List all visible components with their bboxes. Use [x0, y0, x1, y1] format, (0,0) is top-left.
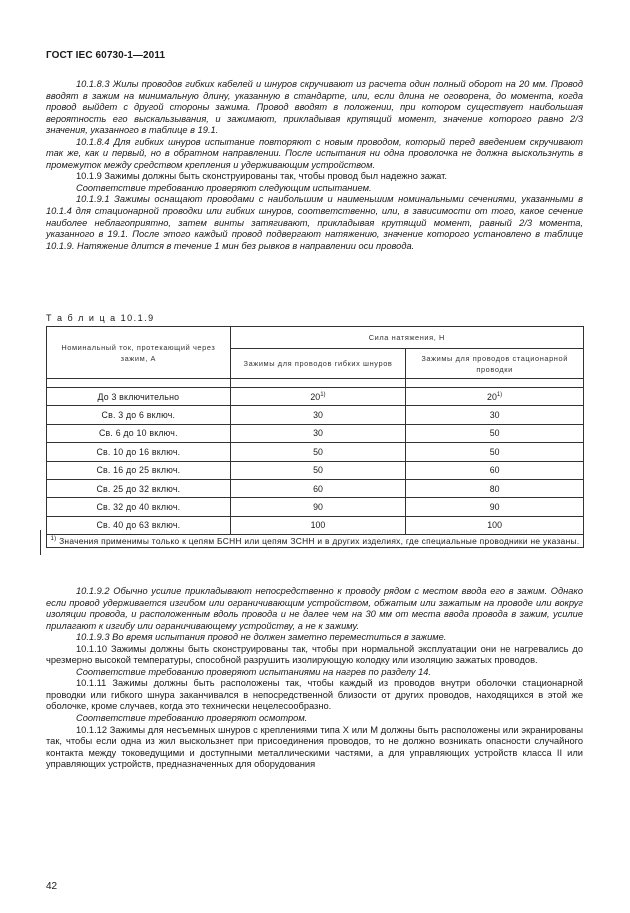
cell-fixed: [406, 498, 584, 516]
cell-fixed: [406, 388, 584, 406]
cell-fixed: [406, 516, 584, 534]
cell-fixed-value: 100: [487, 520, 502, 531]
footnote-mark: 1): [50, 536, 57, 543]
spacer-cell: [230, 379, 406, 388]
cell-flexible-value: 50: [313, 446, 323, 457]
cell-flexible-value: 60: [313, 483, 323, 494]
table-row: [47, 443, 584, 461]
header-rated-current: Номинальный ток, протекающий через зажим, А: [47, 327, 231, 379]
paragraph-10-1-10: 10.1.10 Зажимы должны быть сконструированы так, чтобы при нормальной эксплуатации они не нагревались до чрезмерно высокой температуры, способной разрушить изолирующую колодку или изоляцию зажатых проводов.: [46, 643, 583, 666]
table-row: [47, 406, 584, 424]
document-header: ГОСТ IEC 60730-1—2011: [46, 50, 166, 61]
cell-flexible-value: 30: [313, 428, 323, 439]
cell-flexible: [230, 443, 406, 461]
cell-fixed-value: 80: [489, 483, 500, 494]
cell-fixed-value: 50: [489, 428, 500, 439]
cell-flexible-value: 30: [313, 410, 323, 421]
footnote-ref: 1): [496, 391, 503, 398]
cell-fixed-value: 20: [487, 391, 497, 402]
cell-flexible: [230, 498, 406, 516]
paragraph-10-1-9-1: 10.1.9.1 Зажимы оснащают проводами с наибольшим и наименьшим номинальными сечениями, указанными в 10.1.4 для стационарной проводки или гибких шнуров, соответственно, или, в зависимости от того, какое сечение наиболее неблагоприятно, затем винты затягивают, прикладывая крутящий момент, равный 2/3 момента, указанного в 19.1. После этого каждый провод подвергают натяжению, значение которого установлено в таблице 10.1.9. Натяжение длится в течение 1 мин без рывков в направлении оси провода.: [46, 194, 583, 251]
paragraph-10-1-9-2: 10.1.9.2 Обычно усилие прикладывают непосредственно к проводу рядом с местом ввода его в зажим. Однако если провод удерживается изгибом или ограничивающим устройством, обжатым или зажатым на проводе или вокруг изоляции провода, и расположенным вдоль провода и не далее чем на 30 мм от места ввода провода в зажим, усилие прилагают к изгибу или ограничивающему устройству, а не к зажиму.: [46, 586, 583, 631]
cell-fixed-value: 90: [489, 502, 500, 513]
paragraph-10-1-9-3: 10.1.9.3 Во время испытания провод не должен заметно переместиться в зажиме.: [76, 632, 447, 643]
cell-fixed: [406, 461, 584, 479]
cell-flexible-value: 50: [313, 465, 323, 476]
text-block-lower: [46, 586, 583, 771]
table-row: [47, 479, 584, 497]
cell-fixed: [406, 479, 584, 497]
cell-flexible-value: 90: [313, 502, 323, 513]
cell-flexible: [230, 479, 406, 497]
cell-rating: Св. 16 до 25 включ.: [47, 461, 231, 479]
paragraph-10-1-8-4: 10.1.8.4 Для гибких шнуров испытание повторяют с новым проводом, который перед введением скручивают так же, как и первый, но в обратном направлении. После испытания ни одна проволочка не должна выскользнуть в промежуток между средством крепления и удерживающим устройством.: [46, 136, 583, 170]
cell-rating: До 3 включительно: [47, 388, 231, 406]
cell-fixed: [406, 406, 584, 424]
cell-flexible: [230, 461, 406, 479]
paragraph-10-1-8-3: 10.1.8.3 Жилы проводов гибких кабелей и шнуров скручивают из расчета один полный оборот на 20 мм. Провод вводят в зажим на минимальную длину, указанную в стандарте, или, если длина не оговорена, до момента, когда провод выйдет с другой стороны зажима. Провод вводят в положении, при котором существует наибольшая вероятность его выскальзывания, и зажимают, прикладывая крутящий момент, значение которого равно 2/3 значения, указанного в таблице в 19.1.: [46, 79, 583, 136]
table-row: [47, 461, 584, 479]
header-pull-force: Сила натяжения, Н: [230, 327, 583, 349]
paragraph-inspection: Соответствие требованию проверяют осмотром.: [76, 713, 308, 724]
cell-fixed-value: 30: [489, 410, 500, 421]
cell-fixed-value: 50: [489, 446, 500, 457]
cell-fixed-value: 60: [489, 465, 500, 476]
cell-rating: Св. 25 до 32 включ.: [47, 479, 231, 497]
spacer-cell: [47, 379, 231, 388]
cell-rating: Св. 40 до 63 включ.: [47, 516, 231, 534]
cell-flexible: [230, 516, 406, 534]
cell-rating: Св. 3 до 6 включ.: [47, 406, 231, 424]
table-title: Т а б л и ц а 10.1.9: [46, 313, 155, 323]
paragraph-compliance-test: Соответствие требованию проверяют следующим испытанием.: [76, 182, 372, 193]
cell-fixed: [406, 424, 584, 442]
cell-flexible-value: 100: [310, 520, 326, 531]
cell-flexible: [230, 406, 406, 424]
cell-flexible: [230, 424, 406, 442]
cell-rating: Св. 6 до 10 включ.: [47, 424, 231, 442]
table-row: [47, 498, 584, 516]
text-block-upper: [46, 79, 583, 252]
cell-fixed: [406, 443, 584, 461]
paragraph-10-1-9: 10.1.9 Зажимы должны быть сконструированы так, чтобы провод был надежно зажат.: [76, 171, 447, 182]
footnote-text: Значения применимы только к цепям БСНН или цепям ЗСНН и в других изделиях, где специальные проводники не указаны.: [56, 536, 580, 547]
paragraph-10-1-11: 10.1.11 Зажимы должны быть расположены так, чтобы каждый из проводов внутри оболочки стационарной проводки или гибкого шнура заканчивался в непосредственной близости от других проводов, находящихся в этой же оболочке, кроме случаев, когда это технически нецелесообразно.: [46, 678, 583, 712]
paragraph-heating-test: Соответствие требованию проверяют испытаниями на нагрев по разделу 14.: [76, 666, 432, 677]
spacer-cell: [406, 379, 584, 388]
cell-rating: Св. 32 до 40 включ.: [47, 498, 231, 516]
pull-force-table: [46, 326, 584, 548]
footnote-ref: 1): [320, 391, 326, 398]
header-fixed-wiring: Зажимы для проводов стационарной проводки: [406, 349, 584, 379]
paragraph-10-1-12: 10.1.12 Зажимы для несъемных шнуров с креплениями типа X или M должны быть расположены или экранированы так, чтобы если одна из жил выскользнет при присоединения проводов, то не должно возникать опасности случайного контакта между токоведущими и доступными металлическими частями, а для управляющих устройств класса II или управляющих устройств, предназначенных для оборудования: [46, 724, 583, 770]
cell-rating: Св. 10 до 16 включ.: [47, 443, 231, 461]
table-row: [47, 388, 584, 406]
page-number: 42: [46, 881, 58, 892]
revision-margin-bar: [40, 530, 41, 555]
header-flexible-cords: Зажимы для проводов гибких шнуров: [230, 349, 406, 379]
table-row: [47, 424, 584, 442]
table-footnote: [47, 535, 584, 548]
cell-flexible: [230, 388, 406, 406]
cell-flexible-value: 20: [310, 391, 321, 402]
table-row: [47, 516, 584, 534]
